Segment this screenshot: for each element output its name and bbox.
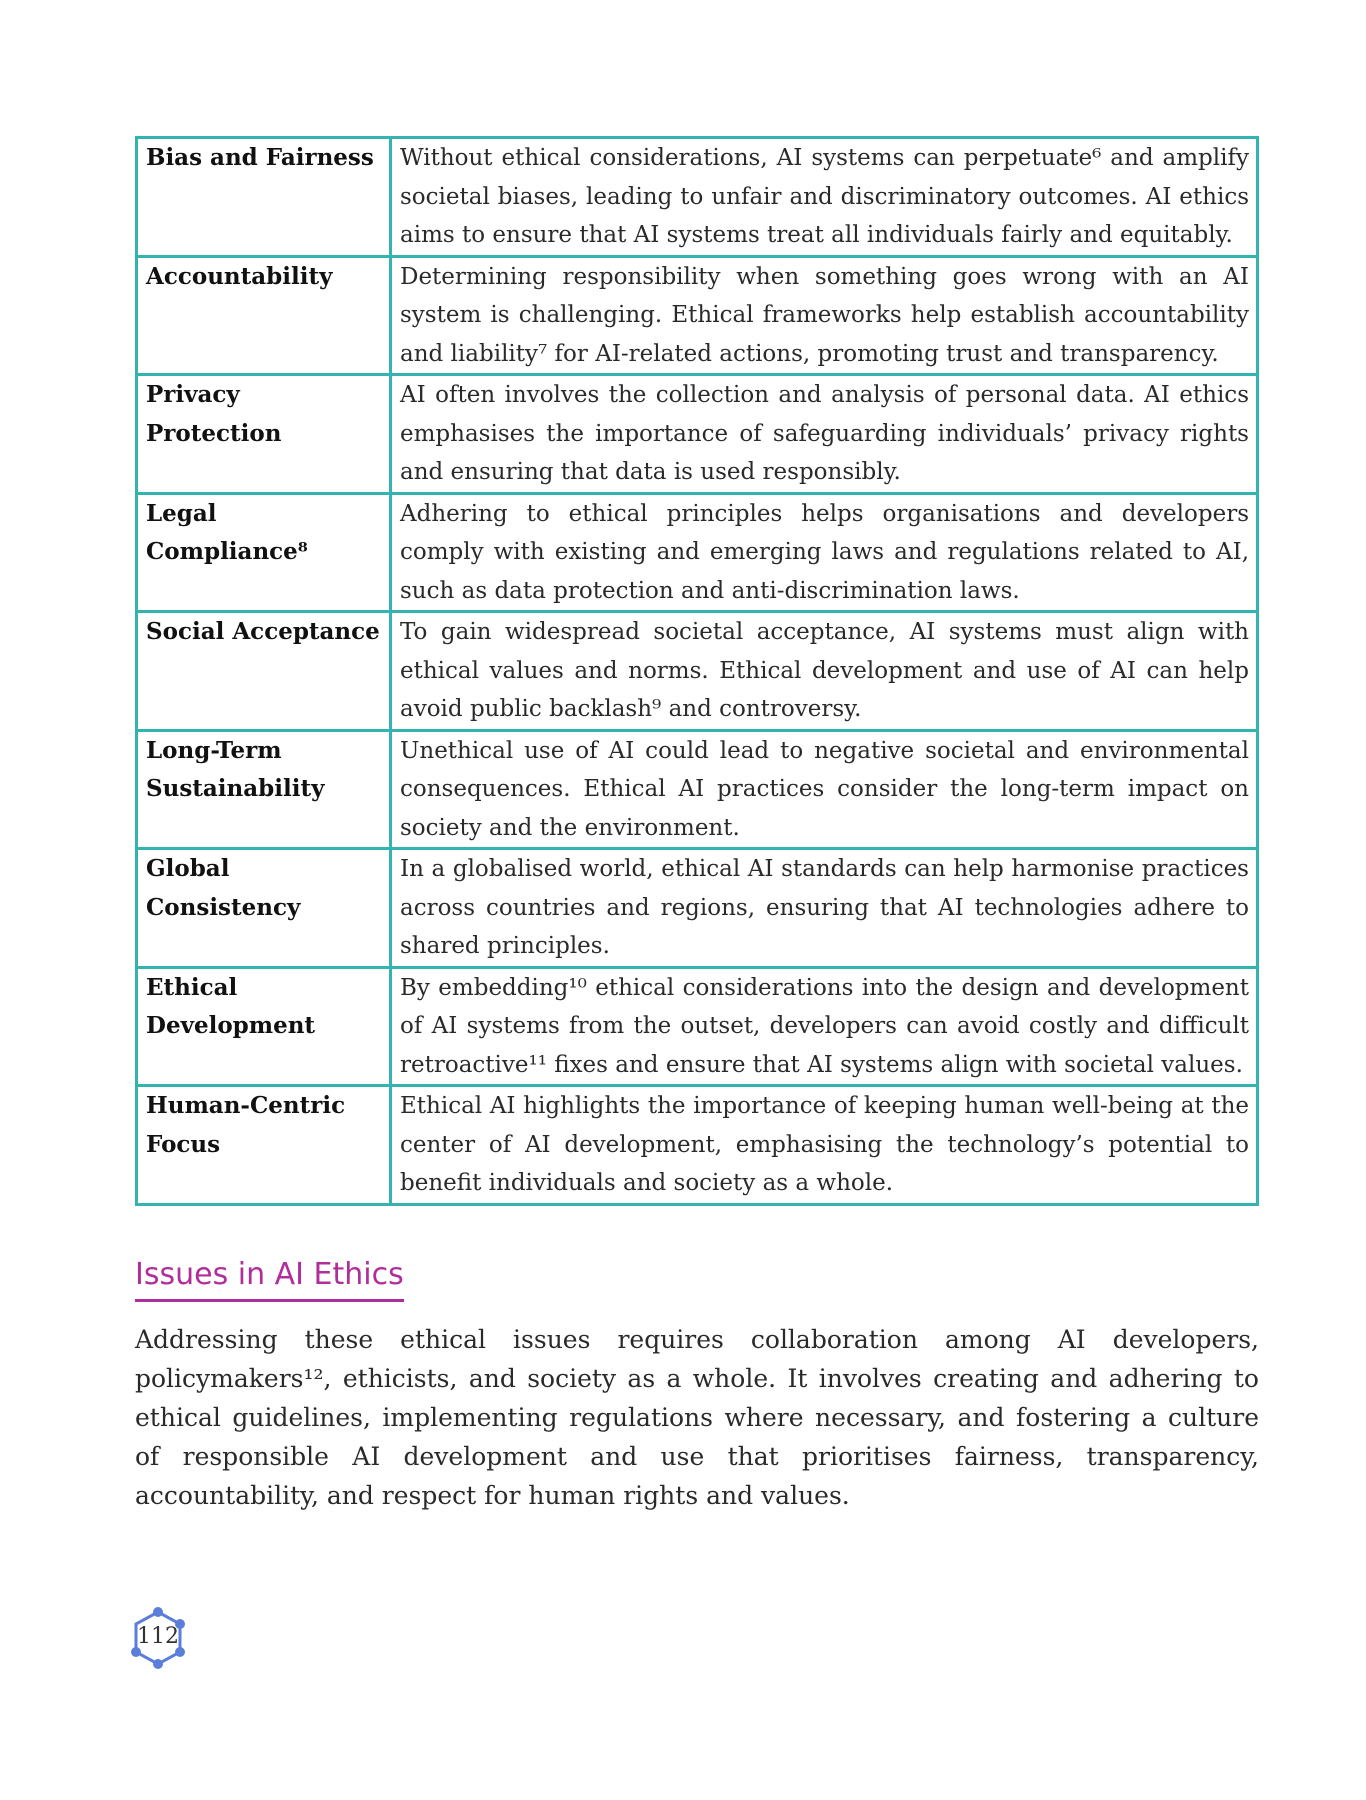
row-description: In a globalised world, ethical AI standards can help harmonise practices across countries and regions, ensuring that AI technologies adhere to shared principles.: [391, 849, 1258, 968]
row-description: AI often involves the collection and analysis of personal data. AI ethics emphasises the importance of safeguarding individuals’ privacy rights and ensuring that data is used responsibly.: [391, 375, 1258, 494]
ai-ethics-table: [135, 136, 1259, 1206]
table-row: [137, 612, 1258, 731]
row-term: Privacy Protection: [137, 375, 391, 494]
row-description: Unethical use of AI could lead to negative societal and environmental consequences. Ethical AI practices consider the long-term impact on society and the environment.: [391, 730, 1258, 849]
table-row: [137, 849, 1258, 968]
row-term: Global Consistency: [137, 849, 391, 968]
table-row: [137, 493, 1258, 612]
row-description: Determining responsibility when something goes wrong with an AI system is challenging. Ethical frameworks help establish accountability and liability⁷ for AI-related actions, promoting trust and transparency.: [391, 256, 1258, 375]
row-description: Without ethical considerations, AI systems can perpetuate⁶ and amplify societal biases, leading to unfair and discriminatory outcomes. AI ethics aims to ensure that AI systems treat all individuals fairly and equitably.: [391, 138, 1258, 257]
table-row: [137, 730, 1258, 849]
table-row: [137, 1086, 1258, 1205]
page-content: [135, 136, 1259, 1540]
table-row: [137, 256, 1258, 375]
row-term: Social Acceptance: [137, 612, 391, 731]
section-heading: Issues in AI Ethics: [135, 1256, 404, 1302]
page-number: 112: [137, 1624, 179, 1649]
row-term: Long-Term Sustainability: [137, 730, 391, 849]
row-description: Ethical AI highlights the importance of keeping human well-being at the center of AI development, emphasising the technology’s potential to benefit individuals and society as a whole.: [391, 1086, 1258, 1205]
row-description: Adhering to ethical principles helps organisations and developers comply with existing and emerging laws and regulations related to AI, such as data protection and anti-discrimination laws.: [391, 493, 1258, 612]
row-description: To gain widespread societal acceptance, AI systems must align with ethical values and norms. Ethical development and use of AI can help avoid public backlash⁹ and controversy.: [391, 612, 1258, 731]
row-term: Bias and Fairness: [137, 138, 391, 257]
row-description: By embedding¹⁰ ethical considerations into the design and development of AI systems from the outset, developers can avoid costly and difficult retroactive¹¹ fixes and ensure that AI systems align with societal values.: [391, 967, 1258, 1086]
row-term: Accountability: [137, 256, 391, 375]
table-row: [137, 375, 1258, 494]
row-term: Ethical Development: [137, 967, 391, 1086]
page-number-badge: [128, 1606, 188, 1672]
section-paragraph: Addressing these ethical issues requires collaboration among AI developers, policymakers¹², ethicists, and society as a whole. It involves creating and adhering to ethical guidelines, implementing regulations where necessary, and fostering a culture of responsible AI development and use that prioritises fairness, transparency, accountability, and respect for human rights and values.: [135, 1324, 1259, 1510]
row-term: Legal Compliance⁸: [137, 493, 391, 612]
table-row: [137, 967, 1258, 1086]
row-term: Human-Centric Focus: [137, 1086, 391, 1205]
table-row: [137, 138, 1258, 257]
